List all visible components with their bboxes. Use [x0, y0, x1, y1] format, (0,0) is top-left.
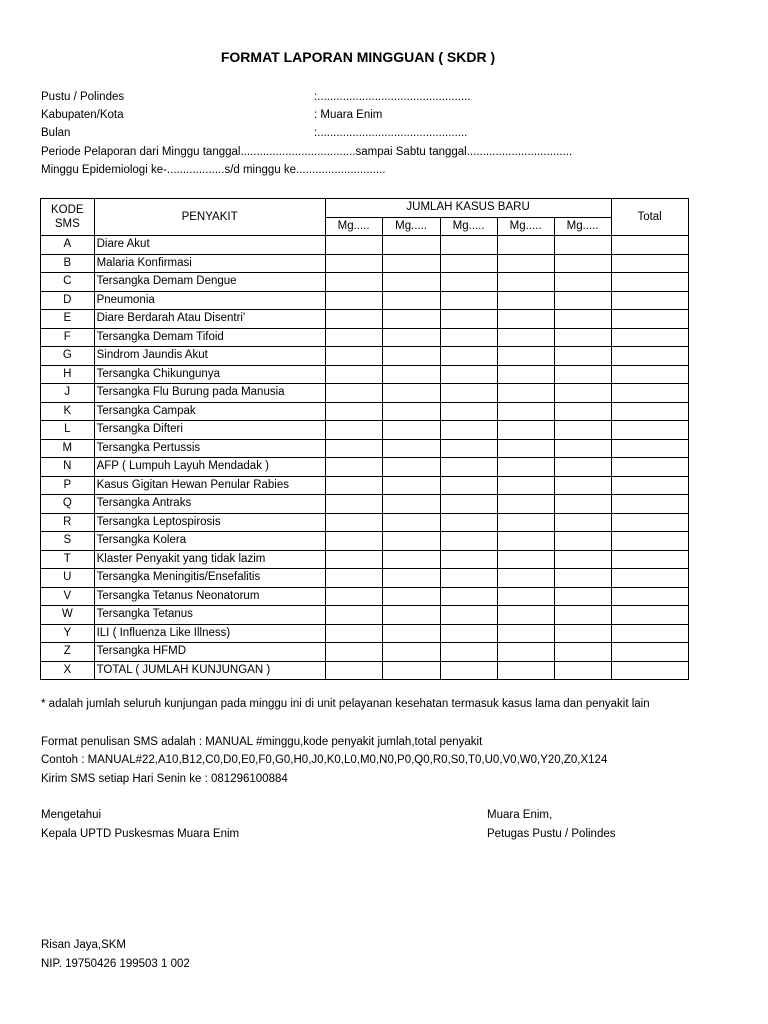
total-cell[interactable]: [611, 310, 688, 329]
week-value-cell[interactable]: [440, 495, 497, 514]
total-cell[interactable]: [611, 550, 688, 569]
field-pustu: [41, 88, 471, 106]
penyakit-cell: Tersangka Leptospirosis: [94, 513, 325, 532]
total-cell[interactable]: [611, 532, 688, 551]
week-value-cell[interactable]: [497, 476, 554, 495]
signature-left-line2: Kepala UPTD Puskesmas Muara Enim: [41, 828, 240, 840]
penyakit-cell: Tersangka Demam Tifoid: [94, 328, 325, 347]
week-value-cell[interactable]: [440, 550, 497, 569]
penyakit-cell: Tersangka Meningitis/Ensefalitis: [94, 569, 325, 588]
week-value-cell[interactable]: [497, 254, 554, 273]
week-value-cell[interactable]: [382, 273, 440, 292]
table-row: [41, 606, 689, 625]
week-value-cell[interactable]: [497, 661, 554, 680]
kode-cell: D: [41, 291, 95, 310]
week-value-cell[interactable]: [554, 291, 611, 310]
week-value-cell[interactable]: [382, 291, 440, 310]
week-value-cell[interactable]: [554, 495, 611, 514]
total-cell[interactable]: [611, 643, 688, 662]
total-cell[interactable]: [611, 365, 688, 384]
week-value-cell[interactable]: [440, 328, 497, 347]
footnote: * adalah jumlah seluruh kunjungan pada minggu ini di unit pelayanan kesehatan termasuk kasus lama dan penyakit lain: [41, 698, 650, 710]
week-value-cell[interactable]: [497, 587, 554, 606]
penyakit-cell: Tersangka HFMD: [94, 643, 325, 662]
week-value-cell[interactable]: [440, 624, 497, 643]
signature-left-line1: Mengetahui: [41, 809, 102, 821]
table-row: [41, 661, 689, 680]
kode-cell: J: [41, 384, 95, 403]
kode-cell: V: [41, 587, 95, 606]
kode-cell: S: [41, 532, 95, 551]
total-cell[interactable]: [611, 661, 688, 680]
signature-right-line2: Petugas Pustu / Polindes: [487, 828, 616, 840]
kode-cell: F: [41, 328, 95, 347]
total-cell[interactable]: [611, 421, 688, 440]
header-kode: KODE SMS: [41, 199, 95, 236]
week-value-cell[interactable]: [382, 476, 440, 495]
table-row: [41, 310, 689, 329]
table-row: [41, 236, 689, 255]
penyakit-cell: Klaster Penyakit yang tidak lazim: [94, 550, 325, 569]
header-total: Total: [611, 199, 688, 236]
week-value-cell[interactable]: [497, 458, 554, 477]
week-value-cell[interactable]: [382, 587, 440, 606]
week-value-cell[interactable]: [382, 532, 440, 551]
table-row: [41, 569, 689, 588]
header-penyakit: PENYAKIT: [94, 199, 325, 236]
week-value-cell[interactable]: [382, 569, 440, 588]
table-row: [41, 328, 689, 347]
week-value-cell[interactable]: [382, 439, 440, 458]
field-label: Minggu Epidemiologi ke-..................s/d minggu ke............................: [41, 164, 386, 176]
penyakit-cell: Tersangka Tetanus: [94, 606, 325, 625]
week-value-cell[interactable]: [382, 458, 440, 477]
penyakit-cell: Tersangka Demam Dengue: [94, 273, 325, 292]
week-value-cell[interactable]: [325, 569, 382, 588]
penyakit-cell: Tersangka Antraks: [94, 495, 325, 514]
week-value-cell[interactable]: [440, 661, 497, 680]
week-value-cell[interactable]: [497, 606, 554, 625]
kode-cell: H: [41, 365, 95, 384]
kode-cell: U: [41, 569, 95, 588]
header-jumlah-kasus-baru: JUMLAH KASUS BARU: [325, 199, 611, 218]
sms-kirim: Kirim SMS setiap Hari Senin ke : 081296100884: [41, 773, 288, 785]
week-value-cell[interactable]: [554, 661, 611, 680]
total-cell[interactable]: [611, 439, 688, 458]
total-cell[interactable]: [611, 328, 688, 347]
week-value-cell[interactable]: [382, 643, 440, 662]
total-cell[interactable]: [611, 254, 688, 273]
week-value-cell[interactable]: [382, 254, 440, 273]
week-value-cell[interactable]: [325, 347, 382, 366]
week-value-cell[interactable]: [325, 384, 382, 403]
week-value-cell[interactable]: [325, 402, 382, 421]
kode-cell: N: [41, 458, 95, 477]
kode-cell: B: [41, 254, 95, 273]
kode-cell: Y: [41, 624, 95, 643]
week-value-cell[interactable]: [554, 643, 611, 662]
page-title: FORMAT LAPORAN MINGGUAN ( SKDR ): [220, 49, 496, 65]
table-row: [41, 643, 689, 662]
header-week: Mg.....: [325, 217, 382, 236]
table-row: [41, 384, 689, 403]
week-value-cell[interactable]: [554, 624, 611, 643]
week-value-cell[interactable]: [382, 328, 440, 347]
penyakit-cell: Diare Akut: [94, 236, 325, 255]
week-value-cell[interactable]: [440, 421, 497, 440]
sms-format: Format penulisan SMS adalah : MANUAL #minggu,kode penyakit jumlah,total penyakit: [41, 736, 483, 748]
kode-cell: L: [41, 421, 95, 440]
week-value-cell[interactable]: [440, 365, 497, 384]
week-value-cell[interactable]: [497, 310, 554, 329]
week-value-cell[interactable]: [554, 421, 611, 440]
table-row: [41, 254, 689, 273]
field-value: : Muara Enim: [314, 109, 383, 121]
table-row: [41, 495, 689, 514]
table-row: [41, 347, 689, 366]
week-value-cell[interactable]: [554, 365, 611, 384]
week-value-cell[interactable]: [325, 365, 382, 384]
week-value-cell[interactable]: [497, 532, 554, 551]
week-value-cell[interactable]: [497, 421, 554, 440]
total-cell[interactable]: [611, 458, 688, 477]
header-week: Mg.....: [497, 217, 554, 236]
signature-right-line1: Muara Enim,: [487, 809, 553, 821]
table-row: [41, 458, 689, 477]
penyakit-cell: ILI ( Influenza Like Illness): [94, 624, 325, 643]
week-value-cell[interactable]: [325, 236, 382, 255]
week-value-cell[interactable]: [497, 550, 554, 569]
field-label: Periode Pelaporan dari Minggu tanggal....................................sampai Sabtu tanggal.................................: [41, 146, 573, 158]
week-value-cell[interactable]: [554, 328, 611, 347]
week-value-cell[interactable]: [554, 569, 611, 588]
penyakit-cell: Tersangka Tetanus Neonatorum: [94, 587, 325, 606]
week-value-cell[interactable]: [325, 624, 382, 643]
week-value-cell[interactable]: [382, 236, 440, 255]
week-value-cell[interactable]: [382, 606, 440, 625]
total-cell[interactable]: [611, 273, 688, 292]
field-bulan: [41, 124, 468, 142]
signature-name: Risan Jaya,SKM: [41, 939, 127, 951]
total-cell[interactable]: [611, 513, 688, 532]
week-value-cell[interactable]: [440, 643, 497, 662]
penyakit-cell: Tersangka Flu Burung pada Manusia: [94, 384, 325, 403]
week-value-cell[interactable]: [554, 587, 611, 606]
week-value-cell[interactable]: [440, 347, 497, 366]
week-value-cell[interactable]: [382, 550, 440, 569]
penyakit-cell: Diare Berdarah Atau Disentri': [94, 310, 325, 329]
table-row: [41, 402, 689, 421]
week-value-cell[interactable]: [554, 513, 611, 532]
week-value-cell[interactable]: [325, 606, 382, 625]
kode-cell: K: [41, 402, 95, 421]
week-value-cell[interactable]: [382, 384, 440, 403]
week-value-cell[interactable]: [440, 439, 497, 458]
week-value-cell[interactable]: [440, 402, 497, 421]
total-cell[interactable]: [611, 495, 688, 514]
kode-cell: M: [41, 439, 95, 458]
week-value-cell[interactable]: [554, 236, 611, 255]
table-row: [41, 291, 689, 310]
week-value-cell[interactable]: [497, 495, 554, 514]
kode-cell: R: [41, 513, 95, 532]
week-value-cell[interactable]: [554, 606, 611, 625]
week-value-cell[interactable]: [554, 310, 611, 329]
table-row: [41, 587, 689, 606]
total-cell[interactable]: [611, 402, 688, 421]
total-cell[interactable]: [611, 606, 688, 625]
week-value-cell[interactable]: [497, 569, 554, 588]
week-value-cell[interactable]: [325, 291, 382, 310]
table-row: [41, 550, 689, 569]
week-value-cell[interactable]: [325, 310, 382, 329]
week-value-cell[interactable]: [440, 532, 497, 551]
kode-cell: A: [41, 236, 95, 255]
week-value-cell[interactable]: [440, 458, 497, 477]
week-value-cell[interactable]: [440, 291, 497, 310]
total-cell[interactable]: [611, 624, 688, 643]
kode-cell: T: [41, 550, 95, 569]
total-cell[interactable]: [611, 569, 688, 588]
week-value-cell[interactable]: [440, 587, 497, 606]
week-value-cell[interactable]: [497, 347, 554, 366]
week-value-cell[interactable]: [382, 495, 440, 514]
week-value-cell[interactable]: [382, 421, 440, 440]
week-value-cell[interactable]: [554, 532, 611, 551]
week-value-cell[interactable]: [497, 513, 554, 532]
table-row: [41, 365, 689, 384]
week-value-cell[interactable]: [325, 513, 382, 532]
penyakit-cell: Sindrom Jaundis Akut: [94, 347, 325, 366]
field-label: Pustu / Polindes: [41, 91, 125, 103]
total-cell[interactable]: [611, 384, 688, 403]
field-value: :...............................................: [314, 127, 468, 139]
penyakit-cell: Tersangka Difteri: [94, 421, 325, 440]
penyakit-cell: Tersangka Chikungunya: [94, 365, 325, 384]
week-value-cell[interactable]: [382, 661, 440, 680]
penyakit-cell: Tersangka Kolera: [94, 532, 325, 551]
week-value-cell[interactable]: [497, 402, 554, 421]
table-row: [41, 532, 689, 551]
week-value-cell[interactable]: [497, 365, 554, 384]
week-value-cell[interactable]: [325, 328, 382, 347]
kode-cell: X: [41, 661, 95, 680]
total-cell[interactable]: [611, 587, 688, 606]
sms-contoh: Contoh : MANUAL#22,A10,B12,C0,D0,E0,F0,G0,H0,J0,K0,L0,M0,N0,P0,Q0,R0,S0,T0,U0,V0,W0,Y20,Z0,X124: [41, 754, 608, 766]
kode-cell: P: [41, 476, 95, 495]
kode-cell: Q: [41, 495, 95, 514]
field-minggu-epidemiologi: [41, 161, 386, 179]
total-cell[interactable]: [611, 476, 688, 495]
week-value-cell[interactable]: [440, 273, 497, 292]
penyakit-cell: Kasus Gigitan Hewan Penular Rabies: [94, 476, 325, 495]
table-row: [41, 421, 689, 440]
week-value-cell[interactable]: [497, 384, 554, 403]
table-row: [41, 273, 689, 292]
week-value-cell[interactable]: [497, 439, 554, 458]
header-week: Mg.....: [440, 217, 497, 236]
week-value-cell[interactable]: [440, 384, 497, 403]
total-cell[interactable]: [611, 347, 688, 366]
week-value-cell[interactable]: [554, 273, 611, 292]
week-value-cell[interactable]: [382, 513, 440, 532]
week-value-cell[interactable]: [382, 310, 440, 329]
kode-cell: W: [41, 606, 95, 625]
week-value-cell[interactable]: [554, 402, 611, 421]
report-table: [40, 198, 689, 680]
table-row: [41, 476, 689, 495]
week-value-cell[interactable]: [497, 236, 554, 255]
week-value-cell[interactable]: [440, 254, 497, 273]
kode-cell: C: [41, 273, 95, 292]
penyakit-cell: TOTAL ( JUMLAH KUNJUNGAN ): [94, 661, 325, 680]
header-week: Mg.....: [382, 217, 440, 236]
week-value-cell[interactable]: [554, 458, 611, 477]
week-value-cell[interactable]: [440, 310, 497, 329]
signature-nip: NIP. 19750426 199503 1 002: [41, 958, 190, 970]
table-row: [41, 439, 689, 458]
penyakit-cell: Pneumonia: [94, 291, 325, 310]
week-value-cell[interactable]: [325, 550, 382, 569]
kode-cell: E: [41, 310, 95, 329]
week-value-cell[interactable]: [325, 476, 382, 495]
kode-cell: Z: [41, 643, 95, 662]
field-value: :................................................: [314, 91, 471, 103]
penyakit-cell: AFP ( Lumpuh Layuh Mendadak ): [94, 458, 325, 477]
penyakit-cell: Malaria Konfirmasi: [94, 254, 325, 273]
total-cell[interactable]: [611, 236, 688, 255]
week-value-cell[interactable]: [497, 624, 554, 643]
week-value-cell[interactable]: [325, 458, 382, 477]
penyakit-cell: Tersangka Pertussis: [94, 439, 325, 458]
week-value-cell[interactable]: [440, 513, 497, 532]
penyakit-cell: Tersangka Campak: [94, 402, 325, 421]
week-value-cell[interactable]: [554, 550, 611, 569]
week-value-cell[interactable]: [325, 495, 382, 514]
week-value-cell[interactable]: [554, 439, 611, 458]
week-value-cell[interactable]: [554, 384, 611, 403]
week-value-cell[interactable]: [325, 254, 382, 273]
table-row: [41, 624, 689, 643]
week-value-cell[interactable]: [440, 606, 497, 625]
week-value-cell[interactable]: [382, 402, 440, 421]
week-value-cell[interactable]: [554, 347, 611, 366]
week-value-cell[interactable]: [554, 476, 611, 495]
field-kabupaten: [41, 106, 383, 124]
week-value-cell[interactable]: [554, 254, 611, 273]
week-value-cell[interactable]: [325, 273, 382, 292]
table-row: [41, 513, 689, 532]
week-value-cell[interactable]: [325, 643, 382, 662]
kode-cell: G: [41, 347, 95, 366]
week-value-cell[interactable]: [382, 365, 440, 384]
week-value-cell[interactable]: [325, 439, 382, 458]
week-value-cell[interactable]: [440, 569, 497, 588]
week-value-cell[interactable]: [325, 587, 382, 606]
week-value-cell[interactable]: [497, 328, 554, 347]
week-value-cell[interactable]: [325, 532, 382, 551]
field-periode: [41, 143, 572, 161]
week-value-cell[interactable]: [497, 273, 554, 292]
week-value-cell[interactable]: [325, 661, 382, 680]
field-label: Bulan: [41, 127, 71, 139]
header-week: Mg.....: [554, 217, 611, 236]
week-value-cell[interactable]: [382, 624, 440, 643]
week-value-cell[interactable]: [497, 291, 554, 310]
week-value-cell[interactable]: [440, 476, 497, 495]
week-value-cell[interactable]: [440, 236, 497, 255]
week-value-cell[interactable]: [325, 421, 382, 440]
field-label: Kabupaten/Kota: [41, 109, 124, 121]
total-cell[interactable]: [611, 291, 688, 310]
week-value-cell[interactable]: [382, 347, 440, 366]
week-value-cell[interactable]: [497, 643, 554, 662]
